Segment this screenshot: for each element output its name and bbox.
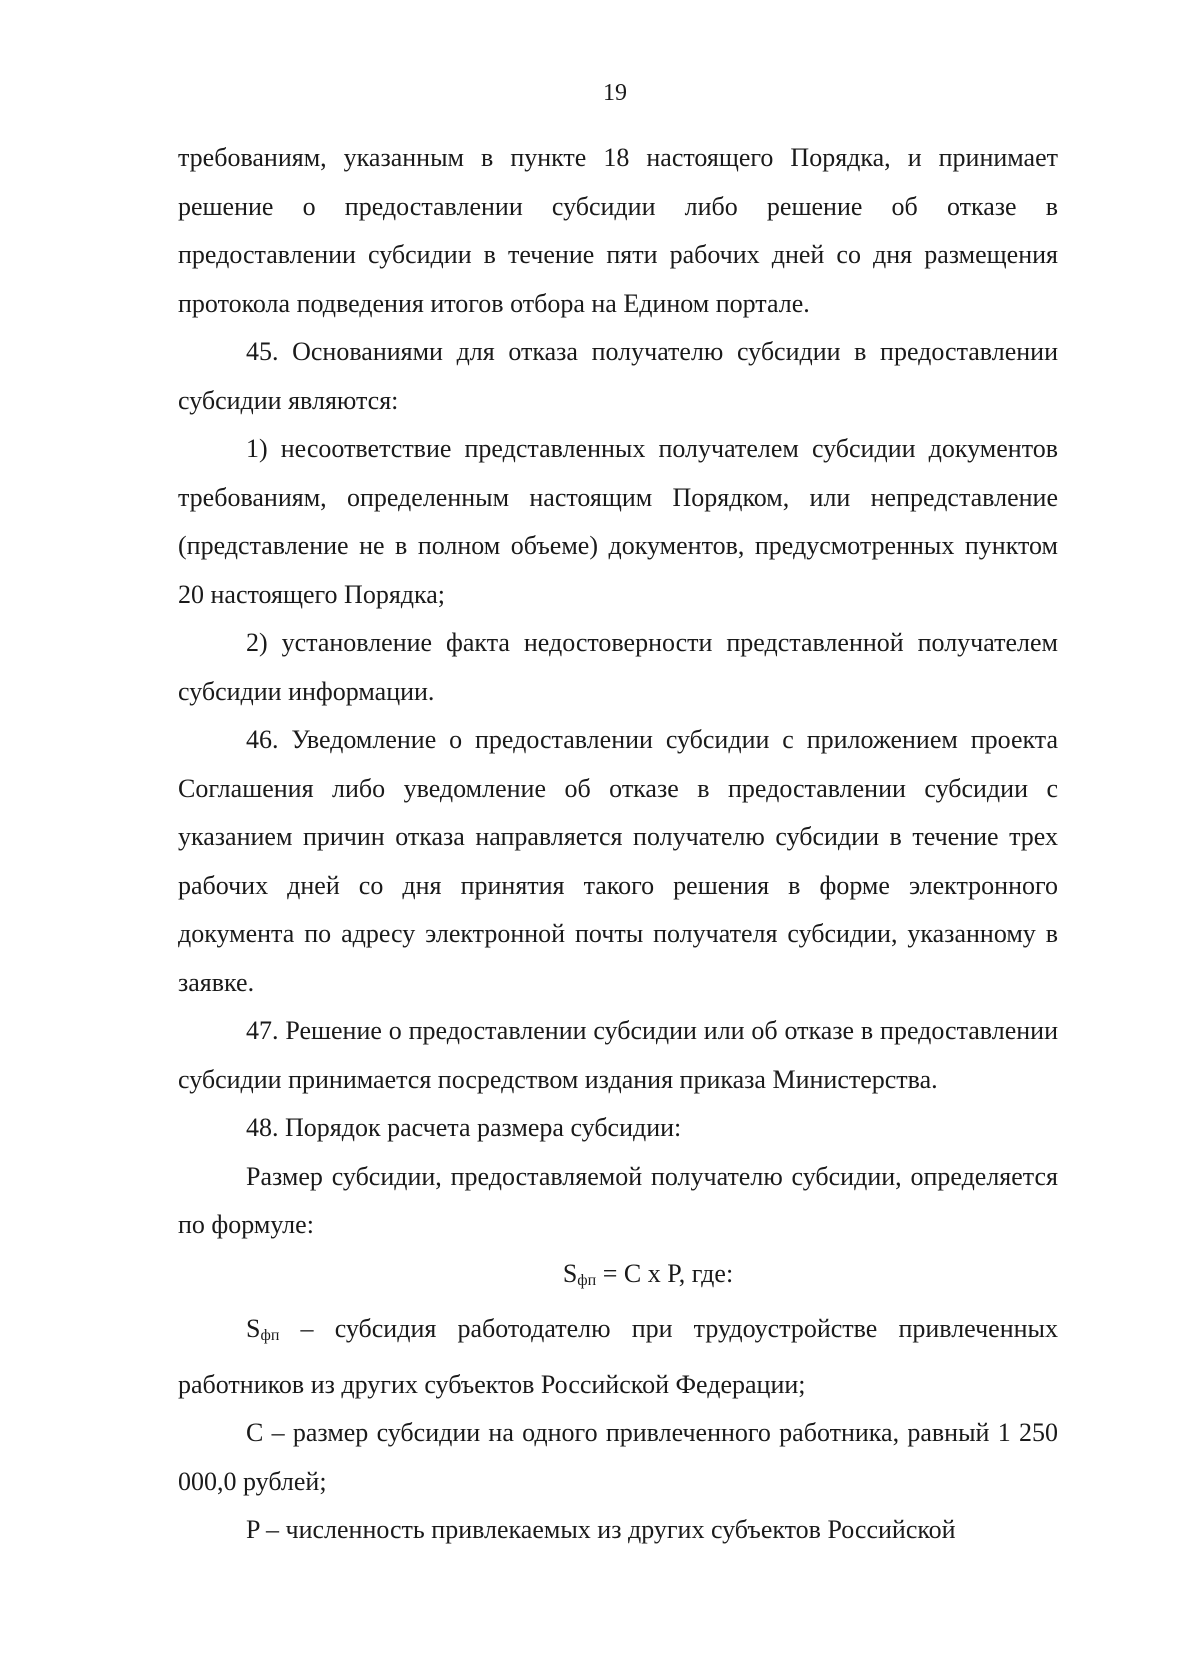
definition-p-text: – численность привлекаемых из других субъектов Российской	[259, 1515, 956, 1544]
formula-rest: = C x P, где:	[596, 1258, 734, 1288]
subsidy-formula	[178, 1250, 1058, 1306]
paragraph-46: 46. Уведомление о предоставлении субсидии с приложением проекта Соглашения либо уведомление об отказе в предоставлении субсидии с указанием причин отказа направляется получателю субсидии в течение трех рабочих дней со дня принятия такого решения в форме электронного документа по адресу электронной почты получателя субсидии, указанному в заявке.	[178, 725, 1058, 997]
formula-symbol: S	[562, 1258, 578, 1288]
paragraph-47: 47. Решение о предоставлении субсидии или об отказе в предоставлении субсидии принимается посредством издания приказа Министерства.	[178, 1016, 1058, 1094]
paragraph-45-item-2: 2) установление факта недостоверности представленной получателем субсидии информации.	[178, 628, 1058, 706]
formula-subscript: фп	[577, 1271, 597, 1289]
definition-s	[178, 1305, 1058, 1409]
definition-s-text: – субсидия работодателю при трудоустройстве привлеченных работников из других субъектов Российской Федерации;	[178, 1314, 1058, 1399]
definition-p-symbol: P	[246, 1515, 260, 1544]
document-body	[178, 134, 1058, 1555]
paragraph-45-item-1: 1) несоответствие представленных получателем субсидии документов требованиям, определенным настоящим Порядком, или непредставление (представление не в полном объеме) документов, предусмотренных пунктом 20 настоящего Порядка;	[178, 434, 1058, 609]
definition-p	[178, 1506, 1058, 1555]
page-number: 19	[603, 80, 627, 106]
definition-c-text: – размер субсидии на одного привлеченного работника, равный 1 250 000,0 рублей;	[178, 1418, 1058, 1496]
definition-s-subscript: фп	[260, 1327, 280, 1344]
paragraph-continuation: требованиям, указанным в пункте 18 настоящего Порядка, и принимает решение о предоставлении субсидии либо решение об отказе в предоставлении субсидии в течение пяти рабочих дней со дня размещения протокола подведения итогов отбора на Едином портале.	[178, 143, 1058, 318]
paragraph-48-formula-intro: Размер субсидии, предоставляемой получателю субсидии, определяется по формуле:	[178, 1161, 1058, 1239]
paragraph-48: 48. Порядок расчета размера субсидии:	[246, 1113, 682, 1142]
definition-c-symbol: C	[246, 1418, 264, 1447]
paragraph-45: 45. Основаниями для отказа получателю субсидии в предоставлении субсидии являются:	[178, 337, 1058, 415]
definition-c	[178, 1409, 1058, 1506]
definition-s-symbol: S	[246, 1314, 261, 1343]
